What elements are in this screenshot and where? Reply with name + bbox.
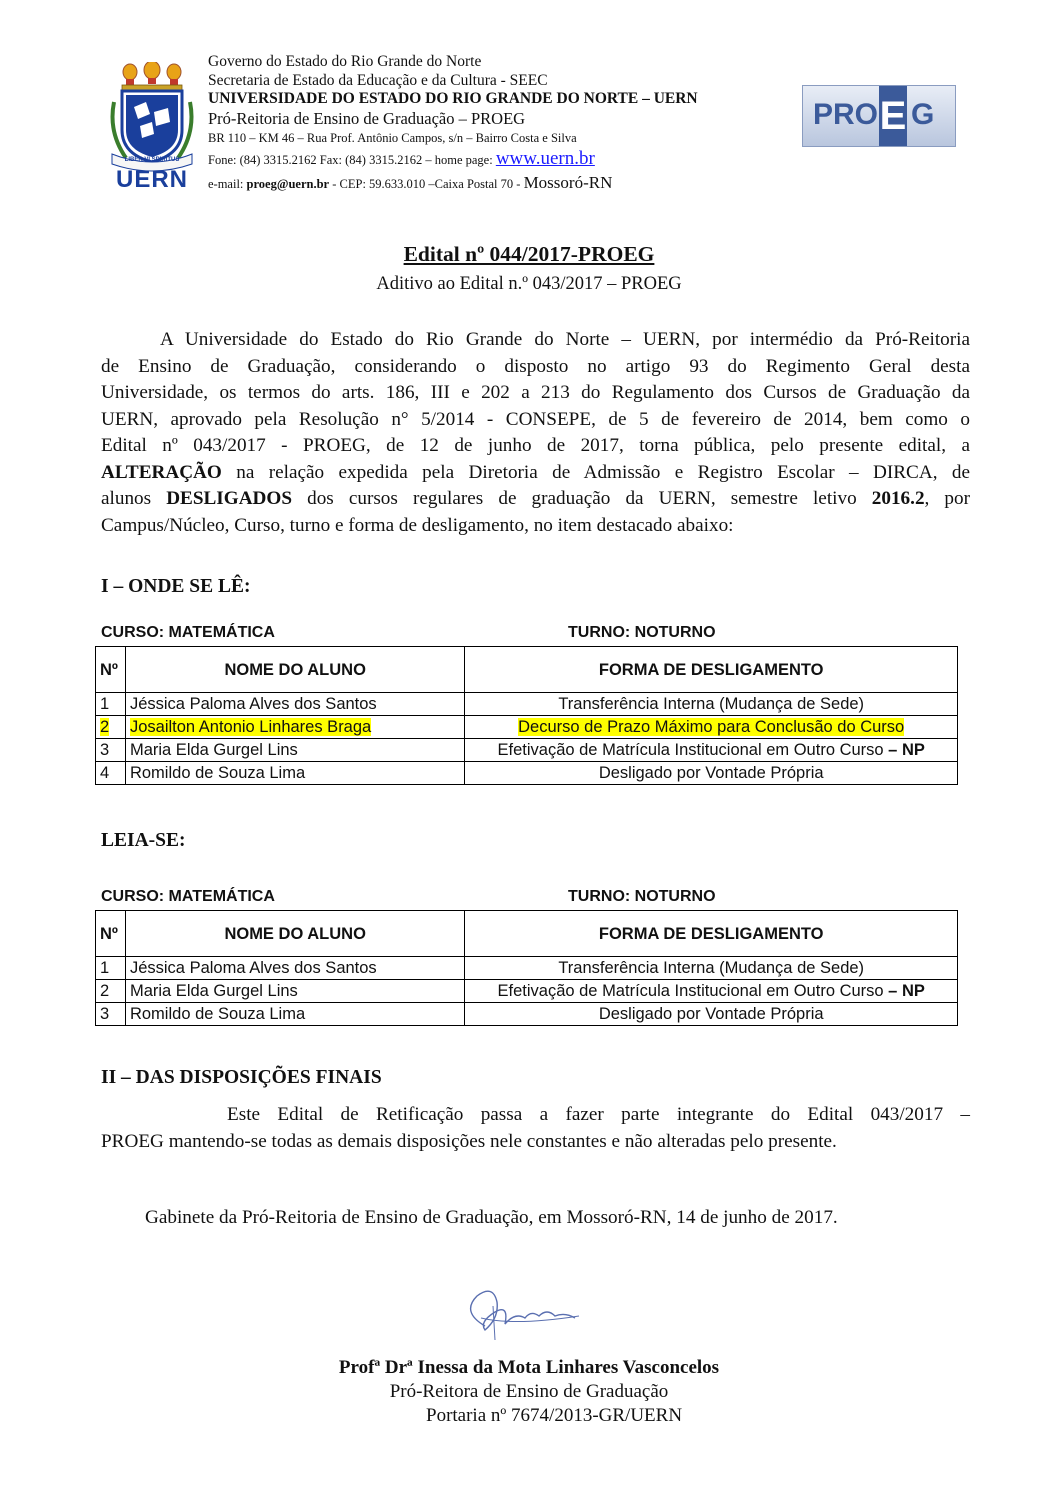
table-row: [96, 980, 958, 1003]
intro-line: Universidade, os termos do arts. 186, III e 202 a 213 do Regulamento dos Cursos de Graduação da: [101, 382, 970, 403]
row-name: Jéssica Paloma Alves dos Santos: [125, 957, 464, 980]
intro-line: de Ensino de Graduação, considerando o disposto no artigo 93 do Regimento Geral desta: [101, 355, 970, 377]
row-name: [125, 716, 464, 739]
intro-alteracao: ALTERAÇÃO: [101, 461, 222, 483]
row-form-text: Efetivação de Matrícula Institucional em Outro Curso: [497, 982, 884, 1000]
intro-line6-rest: na relação expedida pela Diretoria de Admissão e Registro Escolar – DIRCA, de: [221, 461, 970, 483]
course-label-1: CURSO: MATEMÁTICA: [101, 624, 275, 641]
header-phone-text: Fone: (84) 3315.2162 Fax: (84) 3315.2162 – home page:: [208, 153, 496, 167]
row-form-suffix: – NP: [883, 741, 925, 759]
table-row: [96, 739, 958, 762]
row-num: [96, 716, 126, 739]
header-email-suffix: - CEP: 59.633.010 –Caixa Postal 70 -: [329, 177, 524, 191]
row-num: 2: [96, 980, 126, 1003]
proeg-logo-text-g: G: [911, 98, 935, 131]
row-num: 3: [96, 1003, 126, 1026]
row-form: Desligado por Vontade Própria: [465, 762, 958, 785]
row-num: 3: [96, 739, 126, 762]
row-num: 4: [96, 762, 126, 785]
row-form: Transferência Interna (Mudança de Sede): [465, 957, 958, 980]
intro-line7-pre: alunos: [101, 488, 167, 509]
row-form: [465, 739, 958, 762]
intro-line: Campus/Núcleo, Curso, turno e forma de desligamento, no item destacado abaixo:: [101, 514, 734, 536]
signatory-name: Profª Drª Inessa da Mota Linhares Vasconcelos: [338, 1357, 720, 1378]
intro-paragraph: [101, 327, 970, 539]
signatory-portaria: Portaria nº 7674/2013-GR/UERN: [426, 1405, 683, 1426]
col-header-name: NOME DO ALUNO: [125, 911, 464, 957]
homepage-link[interactable]: www.uern.br: [495, 148, 595, 169]
col-header-num: Nº: [96, 647, 126, 693]
intro-semester: 2016.2: [871, 488, 925, 509]
row-form: Desligado por Vontade Própria: [465, 1003, 958, 1026]
header-line-phone: [208, 148, 595, 170]
row-form-text: Decurso de Prazo Máximo para Conclusão do Curso: [518, 718, 905, 736]
header-line-university: UNIVERSIDADE DO ESTADO DO RIO GRANDE DO NORTE – UERN: [208, 90, 698, 107]
header-email: proeg@uern.br: [246, 177, 330, 191]
final-paragraph: [101, 1102, 970, 1155]
header-line-address: BR 110 – KM 46 – Rua Prof. Antônio Campos, s/n – Bairro Costa e Silva: [208, 131, 577, 145]
intro-desligados: DESLIGADOS: [166, 488, 293, 509]
header-line-proeg: Pró-Reitoria de Ensino de Graduação – PROEG: [208, 109, 526, 128]
col-header-form: FORMA DE DESLIGAMENTO: [465, 911, 958, 957]
row-num-text: 2: [100, 718, 110, 736]
final-line: PROEG mantendo-se todas as demais disposições nele constantes e não alteradas pelo presente.: [101, 1130, 837, 1152]
intro-line: [101, 486, 970, 513]
header-line-email: [208, 173, 612, 193]
document-subtitle: Aditivo ao Edital n.º 043/2017 – PROEG: [376, 274, 682, 294]
table-header-row: [96, 647, 958, 693]
row-form: [465, 980, 958, 1003]
table-onde-se-le: [95, 646, 958, 785]
row-form: [465, 716, 958, 739]
closing-line: Gabinete da Pró-Reitoria de Ensino de Graduação, em Mossoró-RN, 14 de junho de 2017.: [145, 1207, 838, 1228]
section-leia-se: LEIA-SE:: [101, 830, 186, 851]
header-email-prefix: e-mail:: [208, 177, 247, 191]
proeg-logo: [802, 85, 956, 147]
col-header-form: FORMA DE DESLIGAMENTO: [465, 647, 958, 693]
intro-line7-post: , por: [924, 488, 970, 509]
row-form: Transferência Interna (Mudança de Sede): [465, 693, 958, 716]
header-line-government: Governo do Estado do Rio Grande do Norte: [208, 53, 482, 70]
intro-line: Edital nº 043/2017 - PROEG, de 12 de junho de 2017, torna pública, pelo presente edital, a: [101, 435, 970, 456]
table-header-row: [96, 911, 958, 957]
uern-logo-text: UERN: [115, 166, 188, 193]
col-header-num: Nº: [96, 911, 126, 957]
document-title: Edital nº 044/2017-PROEG: [403, 242, 655, 266]
row-num: 1: [96, 957, 126, 980]
section-onde-se-le: I – ONDE SE LÊ:: [101, 576, 251, 597]
row-form-text: Efetivação de Matrícula Institucional em Outro Curso: [497, 741, 884, 759]
intro-line7-mid: dos cursos regulares de graduação da UERN, semestre letivo: [292, 488, 872, 509]
table-row: [96, 693, 958, 716]
shift-label-1: TURNO: NOTURNO: [568, 624, 716, 641]
table-leia-se: [95, 910, 958, 1026]
row-name: Romildo de Souza Lima: [125, 1003, 464, 1026]
intro-line: [101, 460, 970, 487]
uern-logo-motto: LIBER VI SPIRITUS: [124, 157, 180, 163]
table-row-highlighted: [96, 716, 958, 739]
proeg-logo-text-pro: PRO: [813, 98, 879, 131]
signatory-role: Pró-Reitora de Ensino de Graduação: [389, 1381, 669, 1402]
course-label-2: CURSO: MATEMÁTICA: [101, 888, 275, 905]
intro-line: A Universidade do Estado do Rio Grande do Norte – UERN, por intermédio da Pró-Reitoria: [160, 329, 970, 350]
final-line: Este Edital de Retificação passa a fazer parte integrante do Edital 043/2017 –: [227, 1104, 970, 1125]
intro-line: UERN, aprovado pela Resolução n° 5/2014 - CONSEPE, de 5 de fevereiro de 2014, bem como o: [101, 408, 970, 430]
section-disposicoes-finais: II – DAS DISPOSIÇÕES FINAIS: [101, 1067, 382, 1088]
header-line-secretariat: Secretaria de Estado da Educação e da Cultura - SEEC: [208, 72, 548, 89]
header-city: Mossoró-RN: [523, 173, 613, 192]
row-name-text: Josailton Antonio Linhares Braga: [129, 718, 372, 736]
signature-image: [455, 1282, 595, 1342]
row-name: Jéssica Paloma Alves dos Santos: [125, 693, 464, 716]
uern-logo: [104, 62, 200, 193]
shift-label-2: TURNO: NOTURNO: [568, 888, 716, 905]
table-row: [96, 957, 958, 980]
table-row: [96, 1003, 958, 1026]
col-header-name: NOME DO ALUNO: [125, 647, 464, 693]
row-num: 1: [96, 693, 126, 716]
proeg-logo-text-e: E: [879, 86, 907, 146]
table-row: [96, 762, 958, 785]
row-name: Maria Elda Gurgel Lins: [125, 980, 464, 1003]
row-form-suffix: – NP: [883, 982, 925, 1000]
row-name: Maria Elda Gurgel Lins: [125, 739, 464, 762]
row-name: Romildo de Souza Lima: [125, 762, 464, 785]
